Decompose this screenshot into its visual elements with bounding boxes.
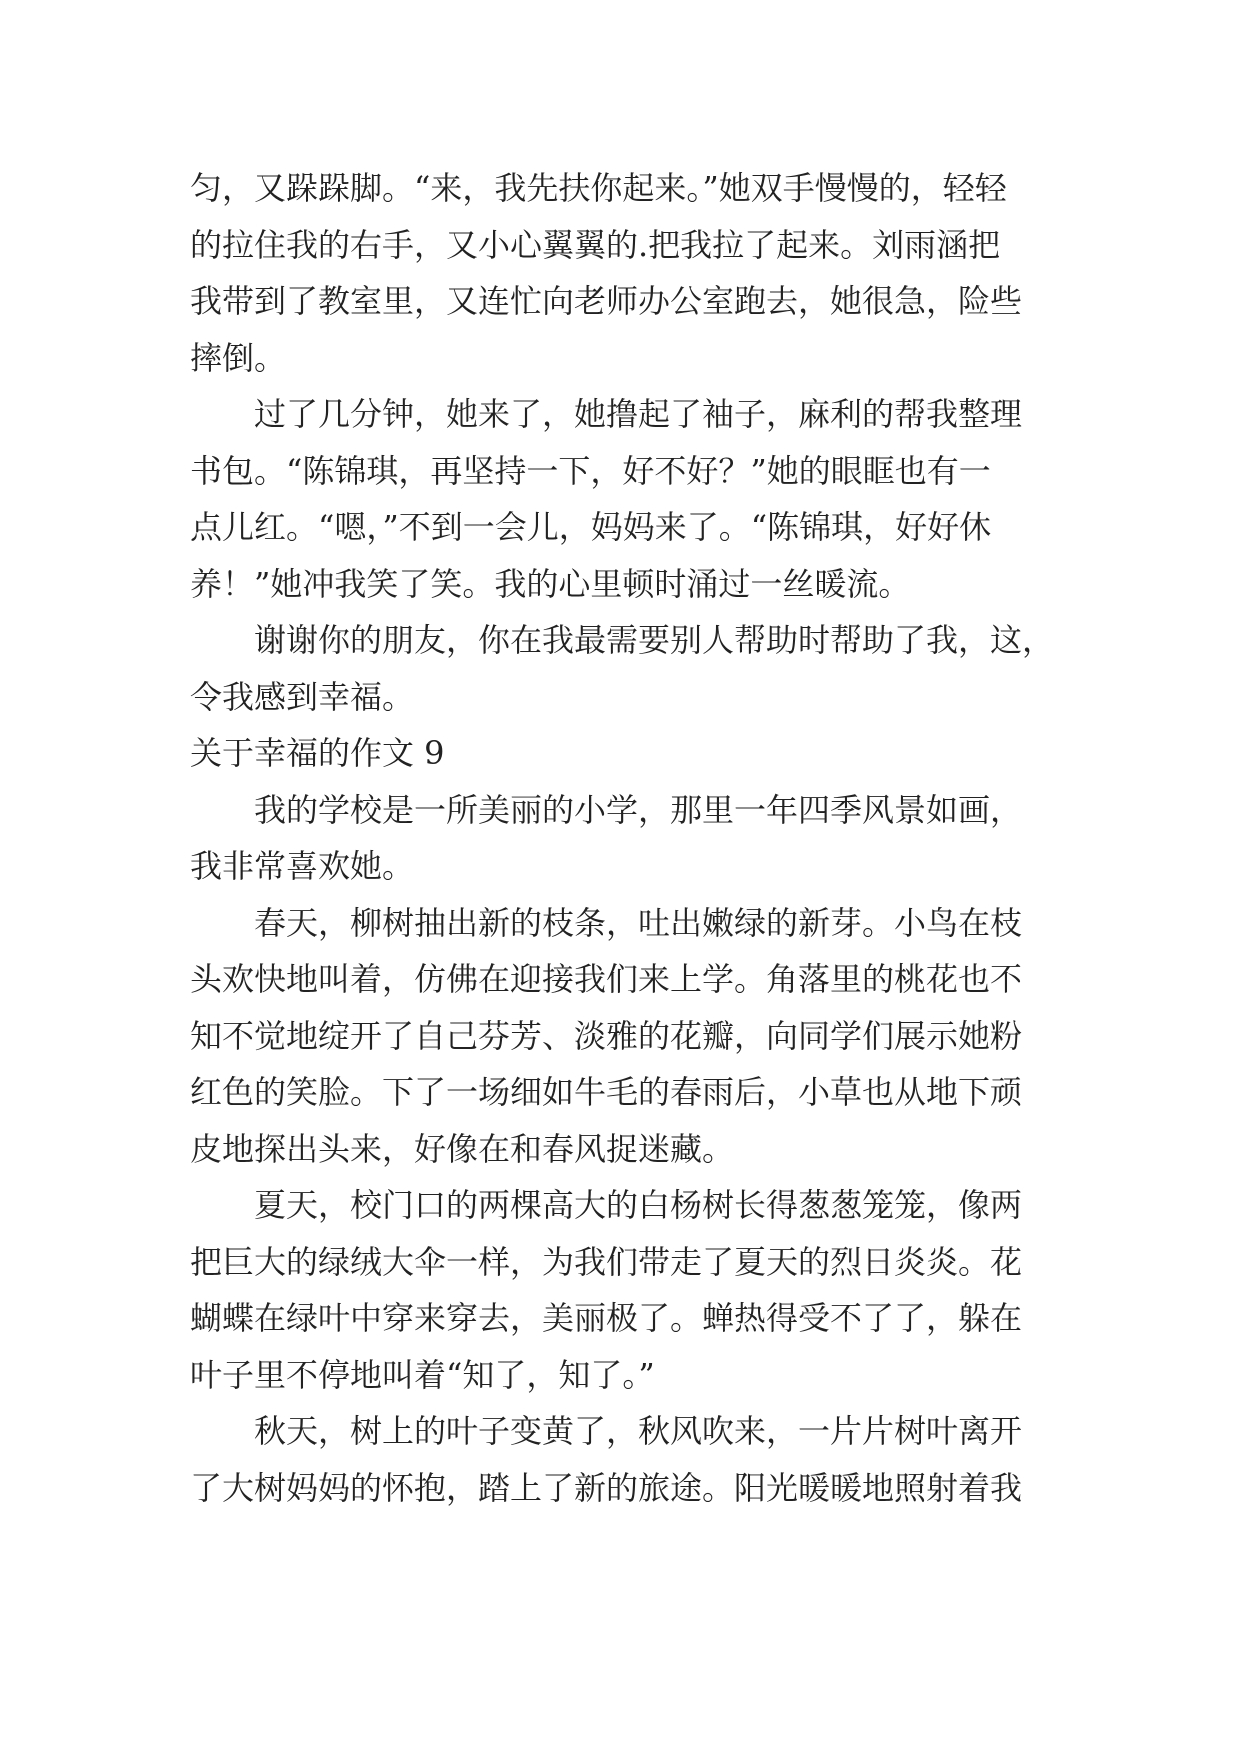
- paragraph-first-line: 过了几分钟，她来了，她撸起了袖子，麻利的帮我整理: [254, 395, 1023, 433]
- text-line: 知不觉地绽开了自己芬芳、淡雅的花瓣，向同学们展示她粉: [190, 1016, 1023, 1055]
- text-line: 蝴蝶在绿叶中穿来穿去，美丽极了。蝉热得受不了了，躲在: [190, 1299, 1023, 1337]
- text-line: 令我感到幸福。: [190, 677, 415, 716]
- text-line: 摔倒。: [190, 338, 287, 377]
- paragraph-first-line: 我的学校是一所美丽的小学，那里一年四季风景如画，: [254, 790, 1023, 829]
- document-body: [190, 160, 1060, 1516]
- text-line: 的拉住我的右手，又小心翼翼的.把我拉了起来。刘雨涵把: [190, 225, 1001, 264]
- text-line: 我非常喜欢她。: [190, 847, 415, 885]
- text-line: 匀，又跺跺脚。“来，我先扶你起来。”她双手慢慢的，轻轻: [190, 169, 1007, 207]
- text-line: 书包。“陈锦琪，再坚持一下，好不好？”她的眼眶也有一: [190, 451, 991, 490]
- paragraph-first-line: 秋天，树上的叶子变黄了，秋风吹来，一片片树叶离开: [254, 1412, 1023, 1450]
- text-line: 红色的笑脸。下了一场细如牛毛的春雨后，小草也从地下顽: [190, 1073, 1023, 1111]
- section-heading: 关于幸福的作文 9: [190, 734, 445, 772]
- text-line: 头欢快地叫着，仿佛在迎接我们来上学。角落里的桃花也不: [190, 960, 1023, 998]
- paragraph-first-line: 谢谢你的朋友，你在我最需要别人帮助时帮助了我，这，: [254, 621, 1055, 659]
- text-line: 养！”她冲我笑了笑。我的心里顿时涌过一丝暖流。: [190, 564, 911, 603]
- text-line: 把巨大的绿绒大伞一样，为我们带走了夏天的烈日炎炎。花: [190, 1242, 1023, 1281]
- text-line: 叶子里不停地叫着“知了，知了。”: [190, 1355, 655, 1394]
- text-line: 点儿红。“嗯，”不到一会儿，妈妈来了。“陈锦琪，好好休: [190, 508, 992, 546]
- text-line: 皮地探出头来，好像在和春风捉迷藏。: [190, 1129, 735, 1168]
- paragraph-first-line: 春天，柳树抽出新的枝条，吐出嫩绿的新芽。小鸟在枝: [254, 903, 1023, 942]
- text-line: 了大树妈妈的怀抱，踏上了新的旅途。阳光暖暖地照射着我: [190, 1468, 1023, 1507]
- paragraph-first-line: 夏天，校门口的两棵高大的白杨树长得葱葱笼笼，像两: [254, 1186, 1023, 1224]
- text-line: 我带到了教室里，又连忙向老师办公室跑去，她很急，险些: [190, 282, 1023, 320]
